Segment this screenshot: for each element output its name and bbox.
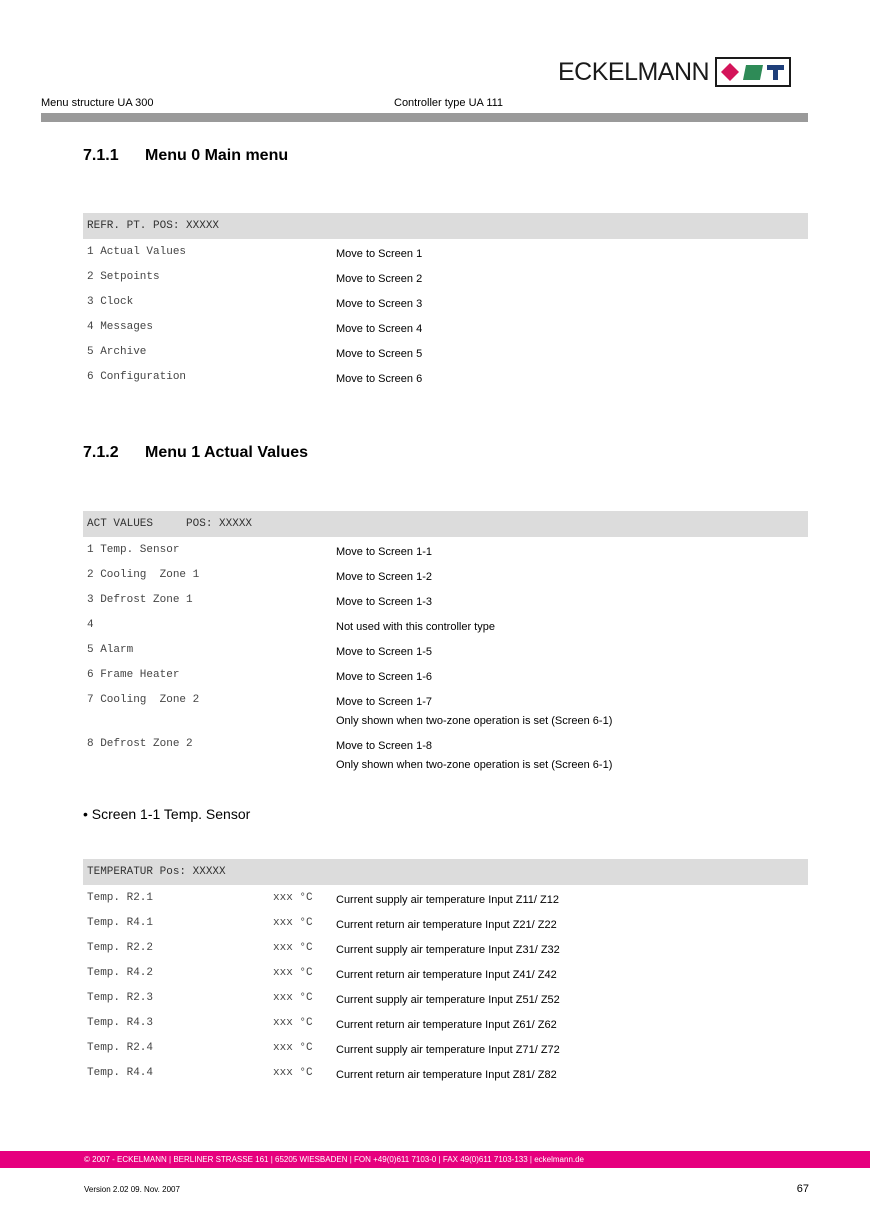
- menu-item-description: [336, 643, 432, 662]
- sensor-label: Temp. R4.4: [87, 1067, 154, 1079]
- sensor-value: xxx °C: [273, 917, 313, 929]
- section-number: 7.1.1: [83, 147, 119, 164]
- section-711-heading: [83, 147, 288, 165]
- description-note: Only shown when two-zone operation is set (Screen 6-1): [336, 715, 613, 727]
- menu-item-label: 2 Cooling Zone 1: [87, 569, 200, 581]
- table-row: [83, 935, 808, 960]
- sensor-value: xxx °C: [273, 942, 313, 954]
- menu-item-label: 5 Alarm: [87, 644, 134, 656]
- menu-item-label: 6 Configuration: [87, 371, 187, 383]
- table-row: [83, 289, 808, 314]
- menu-item-label: 7 Cooling Zone 2: [87, 694, 200, 706]
- doc-title: Menu structure UA 300: [41, 97, 154, 109]
- section-number: 7.1.2: [83, 444, 119, 461]
- menu-item-description: Move to Screen 6: [336, 373, 423, 385]
- sensor-value: xxx °C: [273, 1042, 313, 1054]
- sensor-value: xxx °C: [273, 992, 313, 1004]
- controller-type: Controller type UA 111: [394, 97, 504, 109]
- menu-item-label: 1 Temp. Sensor: [87, 544, 180, 556]
- table-row: [83, 1060, 808, 1085]
- brand-name: ECKELMANN: [558, 58, 710, 86]
- sensor-description: Current return air temperature Input Z21/ Z22: [336, 919, 557, 931]
- sensor-label: Temp. R2.1: [87, 892, 154, 904]
- table-row: [83, 587, 808, 612]
- table-row: [83, 637, 808, 662]
- description-line: Move to Screen 1-2: [336, 571, 432, 583]
- footer-address: © 2007 - ECKELMANN | BERLINER STRASSE 161 | 65205 WIESBADEN | FON +49(0)611 7103-0 | FAX 49(0)611 7103-133 | eckelmann.de: [84, 1155, 585, 1164]
- sensor-label: Temp. R4.1: [87, 917, 154, 929]
- menu-item-label: 2 Setpoints: [87, 271, 160, 283]
- sensor-label: Temp. R2.4: [87, 1042, 154, 1054]
- table-row: [83, 662, 808, 687]
- section-title: Menu 1 Actual Values: [145, 444, 309, 461]
- header-divider: [41, 113, 808, 122]
- menu-item-label: 4: [87, 619, 94, 631]
- description-line: Move to Screen 1-6: [336, 671, 432, 683]
- sensor-description: Current return air temperature Input Z41/ Z42: [336, 969, 557, 981]
- menu-item-label: 3 Clock: [87, 296, 134, 308]
- menu-item-description: Move to Screen 4: [336, 323, 423, 335]
- table-row: [83, 537, 808, 562]
- description-note: Only shown when two-zone operation is set (Screen 6-1): [336, 759, 613, 771]
- table-row: [83, 264, 808, 289]
- temp-sensor-table: [83, 859, 808, 1085]
- description-line: Move to Screen 1-8: [336, 740, 432, 752]
- table-header: TEMPERATUR Pos: XXXXX: [83, 859, 808, 885]
- eckelmann-logo: [558, 56, 791, 88]
- table-row: [83, 339, 808, 364]
- version-info: Version 2.02 09. Nov. 2007: [84, 1185, 180, 1194]
- table-row: [83, 687, 808, 731]
- table-row: [83, 612, 808, 637]
- sensor-label: Temp. R2.2: [87, 942, 154, 954]
- menu-item-label: 5 Archive: [87, 346, 147, 358]
- table-header: REFR. PT. POS: XXXXX: [83, 213, 808, 239]
- section-title: Menu 0 Main menu: [145, 147, 289, 164]
- description-line: Not used with this controller type: [336, 621, 495, 633]
- menu-item-description: Move to Screen 2: [336, 273, 423, 285]
- sensor-label: Temp. R4.3: [87, 1017, 154, 1029]
- description-line: Move to Screen 1-7: [336, 696, 432, 708]
- table-row: [83, 885, 808, 910]
- sensor-description: Current return air temperature Input Z81/ Z82: [336, 1069, 557, 1081]
- sensor-description: Current supply air temperature Input Z11/ Z12: [336, 894, 559, 906]
- bullet-text: Screen 1-1 Temp. Sensor: [91, 806, 251, 822]
- table-header: ACT VALUES POS: XXXXX: [83, 511, 808, 537]
- menu-item-description: [336, 693, 612, 731]
- menu-item-label: 3 Defrost Zone 1: [87, 594, 193, 606]
- sensor-label: Temp. R2.3: [87, 992, 154, 1004]
- menu-item-label: 6 Frame Heater: [87, 669, 180, 681]
- menu-item-description: [336, 737, 612, 775]
- sensor-value: xxx °C: [273, 1017, 313, 1029]
- menu-item-description: [336, 668, 432, 687]
- description-line: Move to Screen 1-1: [336, 546, 432, 558]
- description-line: Move to Screen 1-3: [336, 596, 432, 608]
- sensor-description: Current supply air temperature Input Z31/ Z32: [336, 944, 560, 956]
- menu-item-description: Move to Screen 1: [336, 248, 423, 260]
- section-712-heading: [83, 444, 308, 462]
- bullet-icon: •: [83, 806, 88, 822]
- menu-item-description: [336, 618, 495, 637]
- main-menu-table: [83, 213, 808, 389]
- table-row: [83, 1035, 808, 1060]
- menu-item-description: [336, 593, 432, 612]
- sensor-description: Current supply air temperature Input Z51/ Z52: [336, 994, 560, 1006]
- sensor-description: Current return air temperature Input Z61/ Z62: [336, 1019, 557, 1031]
- description-line: Move to Screen 1-5: [336, 646, 432, 658]
- table-row: [83, 731, 808, 775]
- table-row: [83, 239, 808, 264]
- table-row: [83, 364, 808, 389]
- sensor-value: xxx °C: [273, 892, 313, 904]
- sensor-value: xxx °C: [273, 967, 313, 979]
- sensor-label: Temp. R4.2: [87, 967, 154, 979]
- table-row: [83, 910, 808, 935]
- table-row: [83, 985, 808, 1010]
- menu-item-description: Move to Screen 3: [336, 298, 423, 310]
- logo-icon: [715, 57, 791, 87]
- sensor-description: Current supply air temperature Input Z71/ Z72: [336, 1044, 560, 1056]
- menu-item-description: Move to Screen 5: [336, 348, 423, 360]
- menu-item-label: 8 Defrost Zone 2: [87, 738, 193, 750]
- menu-item-label: 4 Messages: [87, 321, 154, 333]
- actual-values-table: [83, 511, 808, 775]
- menu-item-description: [336, 568, 432, 587]
- sensor-value: xxx °C: [273, 1067, 313, 1079]
- menu-item-label: 1 Actual Values: [87, 246, 187, 258]
- table-row: [83, 1010, 808, 1035]
- table-row: [83, 562, 808, 587]
- logo-shapes-icon: [720, 62, 786, 82]
- table-row: [83, 960, 808, 985]
- table-row: [83, 314, 808, 339]
- menu-item-description: [336, 543, 432, 562]
- page-number: 67: [796, 1183, 809, 1195]
- screen-11-heading: [83, 806, 250, 822]
